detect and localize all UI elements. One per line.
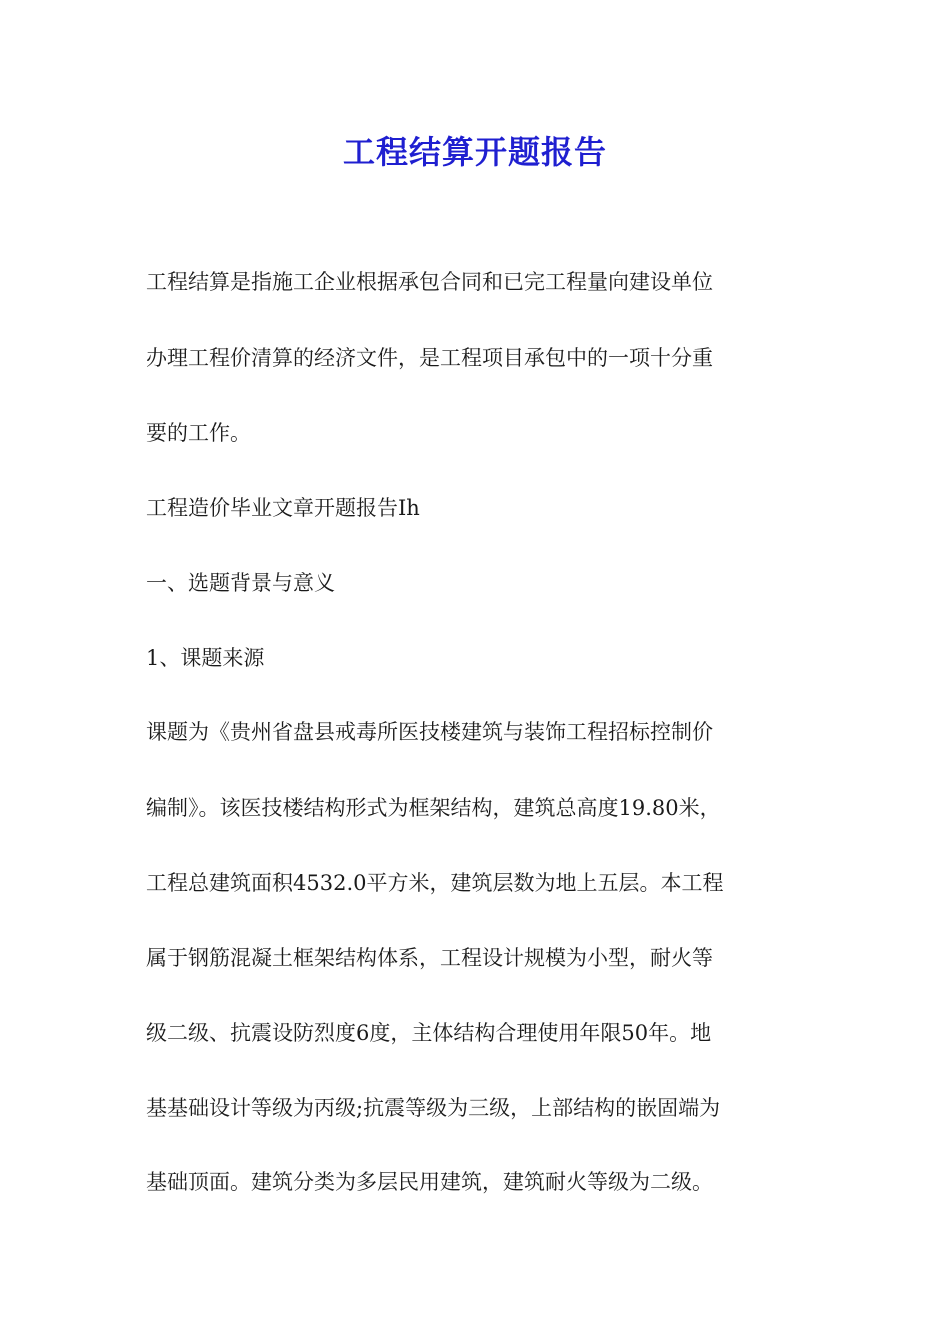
section-heading-report: 工程造价毕业文章开题报告Ih [146, 496, 420, 520]
body-line-9: 工程总建筑面积4532.0平方米，建筑层数为地上五层。本工程 [146, 871, 724, 895]
body-line-11: 级二级、抗震设防烈度6度，主体结构合理使用年限50年。地 [146, 1021, 712, 1045]
body-line-13: 基础顶面。建筑分类为多层民用建筑，建筑耐火等级为二级。 [146, 1170, 713, 1194]
body-line-12: 基基础设计等级为丙级;抗震等级为三级，上部结构的嵌固端为 [146, 1096, 721, 1120]
body-line-1: 工程结算是指施工企业根据承包合同和已完工程量向建设单位 [146, 270, 713, 294]
body-line-10: 属于钢筋混凝土框架结构体系，工程设计规模为小型，耐火等 [146, 946, 713, 970]
subsection-heading-source: 1、课题来源 [146, 646, 265, 670]
body-line-7: 课题为《贵州省盘县戒毒所医技楼建筑与装饰工程招标控制价 [146, 720, 713, 744]
body-line-8: 编制》。该医技楼结构形式为框架结构，建筑总高度19.80米， [146, 796, 721, 820]
section-heading-background: 一、选题背景与意义 [146, 571, 335, 595]
body-line-3: 要的工作。 [146, 421, 251, 445]
body-line-2: 办理工程价清算的经济文件，是工程项目承包中的一项十分重 [146, 346, 713, 370]
document-title: 工程结算开题报告 [342, 133, 607, 171]
